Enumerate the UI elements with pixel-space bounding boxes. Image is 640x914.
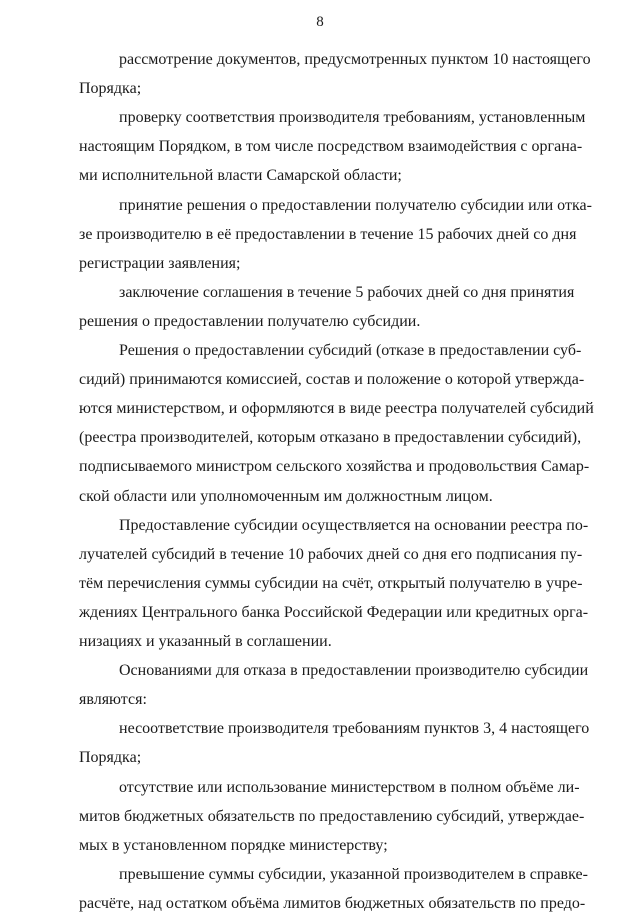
text-line: решения о предоставлении получателю субсидии. — [79, 312, 421, 330]
text-line: сидий) принимаются комиссией, состав и положение о которой утвержда- — [79, 371, 585, 389]
text-line: регистрации заявления; — [79, 254, 241, 272]
text-line: ми исполнительной власти Самарской области; — [79, 167, 402, 185]
text-line: митов бюджетных обязательств по предоставлению субсидий, утверждае- — [79, 807, 585, 825]
text-line: зе производителю в её предоставлении в течение 15 рабочих дней со дня — [79, 225, 577, 243]
text-line: заключение соглашения в течение 5 рабочих дней со дня принятия — [119, 283, 575, 301]
text-line: (реестра производителей, которым отказано в предоставлении субсидий), — [79, 429, 582, 447]
text-line: Порядка; — [79, 749, 142, 767]
text-line: проверку соответствия производителя требованиям, установленным — [119, 109, 586, 127]
text-line: Порядка; — [79, 80, 142, 98]
text-line: Решения о предоставлении субсидий (отказе в предоставлении суб- — [119, 342, 582, 359]
text-line: ждениях Центрального банка Российской Федерации или кредитных орга- — [79, 603, 589, 621]
text-line: подписываемого министром сельского хозяйства и продовольствия Самар- — [79, 458, 590, 476]
text-line: являются: — [79, 691, 147, 709]
text-line: Предоставление субсидии осуществляется на основании реестра по- — [119, 516, 589, 534]
text-line: несоответствие производителя требованиям пунктов 3, 4 настоящего — [119, 720, 590, 738]
text-line: лучателей субсидий в течение 10 рабочих дней со дня его подписания пу- — [79, 545, 583, 563]
text-line: ются министерством, и оформляются в виде реестра получателей субсидий — [79, 400, 594, 418]
text-line: настоящим Порядком, в том числе посредством взаимодействия с органа- — [79, 138, 583, 156]
text-line: расчёте, над остатком объёма лимитов бюджетных обязательств по предо- — [79, 894, 586, 912]
text-line: ской области или уполномоченным им должностным лицом. — [79, 487, 493, 505]
text-line: мых в установленном порядке министерству; — [79, 836, 388, 854]
text-line: отсутствие или использование министерством в полном объёме ли- — [119, 778, 580, 796]
text-line: низациях и указанный в соглашении. — [79, 633, 332, 650]
text-line: Основаниями для отказа в предоставлении производителю субсидии — [119, 662, 589, 680]
text-line: рассмотрение документов, предусмотренных пунктом 10 настоящего — [119, 51, 591, 68]
text-line: тём перечисления суммы субсидии на счёт, открытый получателю в учре- — [79, 574, 583, 592]
text-line: превышение суммы субсидии, указанной производителем в справке- — [119, 865, 588, 883]
text-line: принятие решения о предоставлении получателю субсидии или отка- — [119, 196, 592, 214]
page-number: 8 — [316, 14, 324, 30]
